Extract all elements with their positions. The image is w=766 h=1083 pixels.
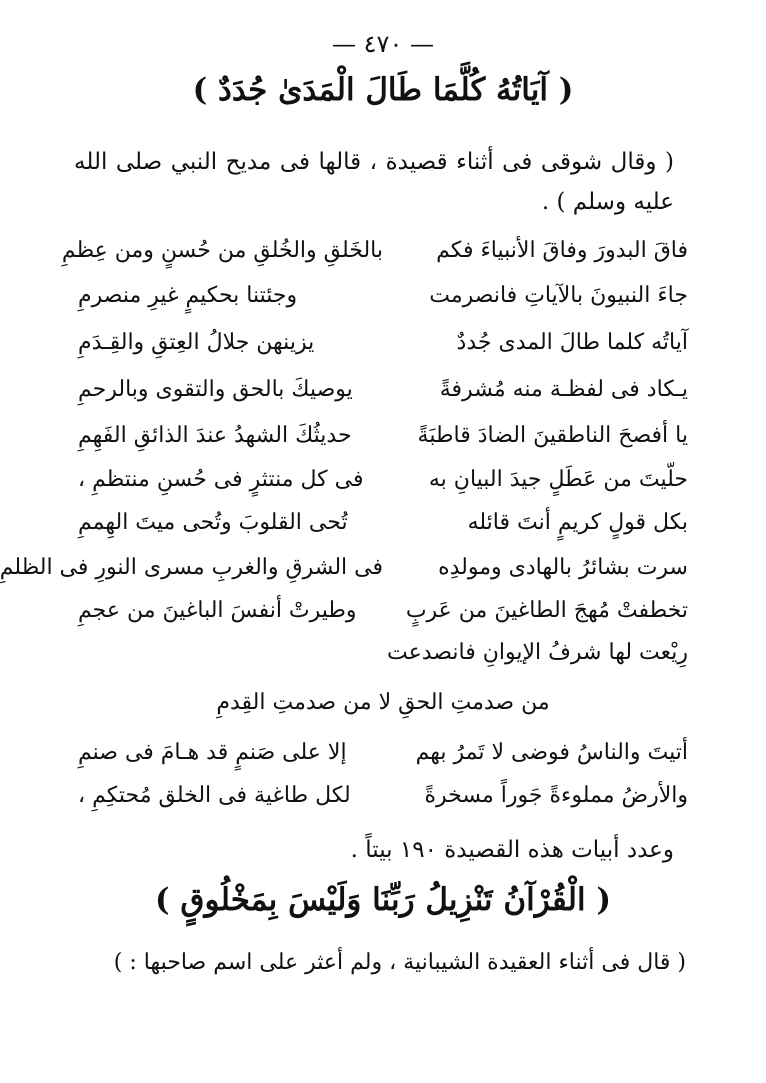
- verse-line: [78, 377, 688, 415]
- section-heading-1: ( آيَاتُهُ كُلَّمَا طَالَ الْمَدَىٰ جُدَدٌ ): [192, 72, 574, 108]
- verse-first-hemistich: تخطفتْ مُهجَ الطاغينَ من عَربٍ: [405, 598, 688, 623]
- verse-line: [78, 423, 688, 461]
- verse-line: [0, 555, 688, 593]
- verse-line: [78, 330, 688, 368]
- closing-paragraph: ( قال فى أثناء العقيدة الشيبانية ، ولم أعثر على اسم صاحبها : ): [113, 950, 686, 975]
- verse-first-hemistich: أتيتَ والناسُ فوضى لا تَمرُ بهم: [415, 740, 688, 765]
- verse-second-hemistich: إلا على صَنمٍ قد هـامَ فى صنمِ: [78, 740, 347, 765]
- verse-second-hemistich: يزينهن جلالُ العِتقِ والقِـدَمِ: [78, 330, 315, 355]
- verse-second-hemistich: وطيرتْ أنفسَ الباغينَ من عجمِ: [78, 598, 357, 623]
- page-number: — ٤٧٠ —: [332, 30, 434, 58]
- verse-first-hemistich: جاءَ النبيونَ بالآياتِ فانصرمت: [429, 283, 688, 308]
- verse-second-hemistich: تُحى القلوبَ وتُحى ميتَ الهِممِ: [78, 510, 348, 535]
- verse-second-hemistich: لكل طاغية فى الخلق مُحتكِمِ ،: [78, 783, 351, 808]
- verse-line: [78, 510, 688, 548]
- verse-second-hemistich: حديثُكَ الشهدُ عندَ الذائقِ الفَهِمِ: [78, 423, 352, 448]
- verse-second-hemistich: فى كل منتثرٍ فى حُسنِ منتظمِ ،: [78, 467, 364, 492]
- verse-second-hemistich: بالخَلقِ والخُلقِ من حُسنٍ ومن عِظمِ: [61, 238, 383, 263]
- verse-first-hemistich: آياتُه كلما طالَ المدى جُددٌ: [456, 330, 688, 355]
- verse-line: [78, 283, 688, 321]
- verse-second-hemistich: يوصيكَ بالحق والتقوى وبالرحمِ: [78, 377, 353, 402]
- verse-first-hemistich: والأرضُ مملوءةً جَوراً مسخرةً: [424, 783, 688, 808]
- verse-second-hemistich: وجئتنا بحكيمٍ غيرِ منصرمِ: [78, 283, 298, 308]
- verse-line: [78, 598, 688, 636]
- section-heading-2: ( الْقُرْآنُ تَنْزِيلُ رَبِّنَا وَلَيْسَ بِمَخْلُوقٍ ): [154, 882, 612, 918]
- verse-first-hemistich: سرت بشائرُ بالهادى ومولدِه: [438, 555, 688, 580]
- verse-line: [61, 238, 688, 276]
- outro-paragraph: وعدد أبيات هذه القصيدة ١٩٠ بيتاً .: [350, 837, 674, 863]
- verse-split-second: من صدمتِ الحقِ لا من صدمتِ القِدمِ: [216, 690, 550, 715]
- verse-line: [78, 467, 688, 505]
- verse-first-hemistich: فاقَ البدورَ وفاقَ الأنبياءَ فكم: [436, 238, 688, 263]
- verse-line: [78, 740, 688, 778]
- verse-split-first: رِيْعت لها شرفُ الإيوانِ فانصدعت: [387, 640, 688, 665]
- verse-first-hemistich: بكل قولٍ كريمٍ أنتَ قائله: [467, 510, 688, 535]
- verse-first-hemistich: يا أفصحَ الناطقينَ الضادَ قاطبَةً: [417, 423, 688, 448]
- verse-second-hemistich: فى الشرقِ والغربِ مسرى النورِ فى الظلمِ: [0, 555, 383, 580]
- verse-first-hemistich: يـكاد فى لفظـة منه مُشرفةً: [439, 377, 688, 402]
- verse-line: [78, 783, 688, 821]
- intro-paragraph: ( وقال شوقى فى أثناء قصيدة ، قالها فى مديح النبي صلى الله عليه وسلم ) .: [74, 149, 674, 215]
- verse-first-hemistich: حلّيتَ من عَطَلٍ جيدَ البيانِ به: [428, 467, 688, 492]
